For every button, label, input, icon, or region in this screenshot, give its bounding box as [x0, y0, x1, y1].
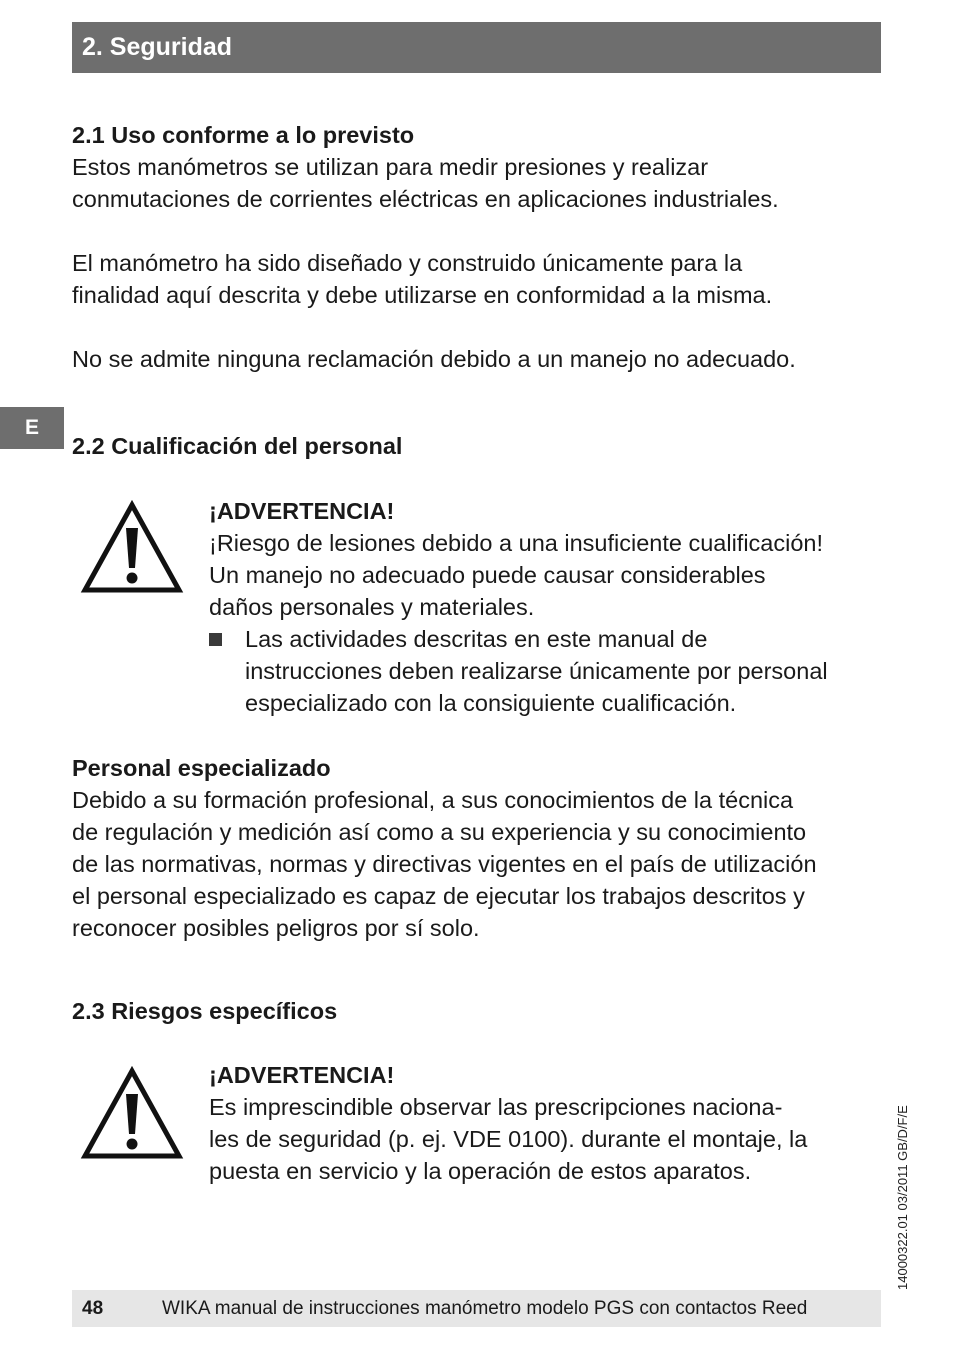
text-line: de regulación y medición así como a su experiencia y su conocimiento	[72, 819, 807, 845]
text-line: daños personales y materiales.	[209, 594, 535, 620]
text-line: Las actividades descritas en este manual de	[245, 626, 708, 652]
sub-heading: Personal especializado	[72, 755, 331, 781]
text-line: ¡Riesgo de lesiones debido a una insuficiente cualificación!	[209, 530, 823, 556]
text-line: Debido a su formación profesional, a sus conocimientos de la técnica	[72, 787, 794, 813]
warning-block-1	[209, 495, 889, 719]
text-line: conmutaciones de corrientes eléctricas en aplicaciones industriales.	[72, 186, 779, 212]
section-header	[72, 22, 881, 73]
text-line: puesta en servicio y la operación de estos aparatos.	[209, 1158, 752, 1184]
text-line: Un manejo no adecuado puede causar considerables	[209, 562, 766, 588]
text-line: Es imprescindible observar las prescripciones naciona-	[209, 1094, 783, 1120]
language-tab: E	[0, 407, 64, 449]
personal-especializado	[72, 752, 882, 944]
warning-triangle-icon	[80, 1066, 184, 1160]
text-line: de las normativas, normas y directivas vigentes en el país de utilización	[72, 851, 817, 877]
text-line: especializado con la consiguiente cualificación.	[245, 690, 737, 716]
section-2-1	[72, 119, 882, 375]
page-footer	[72, 1290, 881, 1327]
text-line: El manómetro ha sido diseñado y construido únicamente para la	[72, 250, 743, 276]
page-number: 48	[82, 1297, 104, 1319]
warning-block-2	[209, 1059, 889, 1187]
text-line: les de seguridad (p. ej. VDE 0100). durante el montaje, la	[209, 1126, 808, 1152]
text-line: Estos manómetros se utilizan para medir presiones y realizar	[72, 154, 709, 180]
text-line: No se admite ninguna reclamación debido a un manejo no adecuado.	[72, 346, 796, 372]
bullet-item	[209, 623, 889, 719]
text-line: el personal especializado es capaz de ejecutar los trabajos descritos y	[72, 883, 805, 909]
document-code: 14000322.01 03/2011 GB/D/F/E	[895, 1105, 910, 1290]
heading-2-3: 2.3 Riesgos específicos	[72, 998, 338, 1024]
text-line: reconocer posibles peligros por sí solo.	[72, 915, 480, 941]
text-line: instrucciones deben realizarse únicamente por personal	[245, 658, 828, 684]
section-2-2-heading-wrap	[72, 430, 882, 462]
footer-title: WIKA manual de instrucciones manómetro modelo PGS con contactos Reed	[162, 1297, 808, 1319]
section-title: 2. Seguridad	[82, 33, 233, 61]
heading-2-1: 2.1 Uso conforme a lo previsto	[72, 122, 415, 148]
section-2-3-heading-wrap	[72, 995, 882, 1027]
text-line: finalidad aquí descrita y debe utilizarse en conformidad a la misma.	[72, 282, 773, 308]
warning-title: ¡ADVERTENCIA!	[209, 498, 395, 524]
warning-triangle-icon	[80, 500, 184, 594]
heading-2-2: 2.2 Cualificación del personal	[72, 433, 403, 459]
bullet-square-icon	[209, 633, 222, 646]
warning-title: ¡ADVERTENCIA!	[209, 1062, 395, 1088]
